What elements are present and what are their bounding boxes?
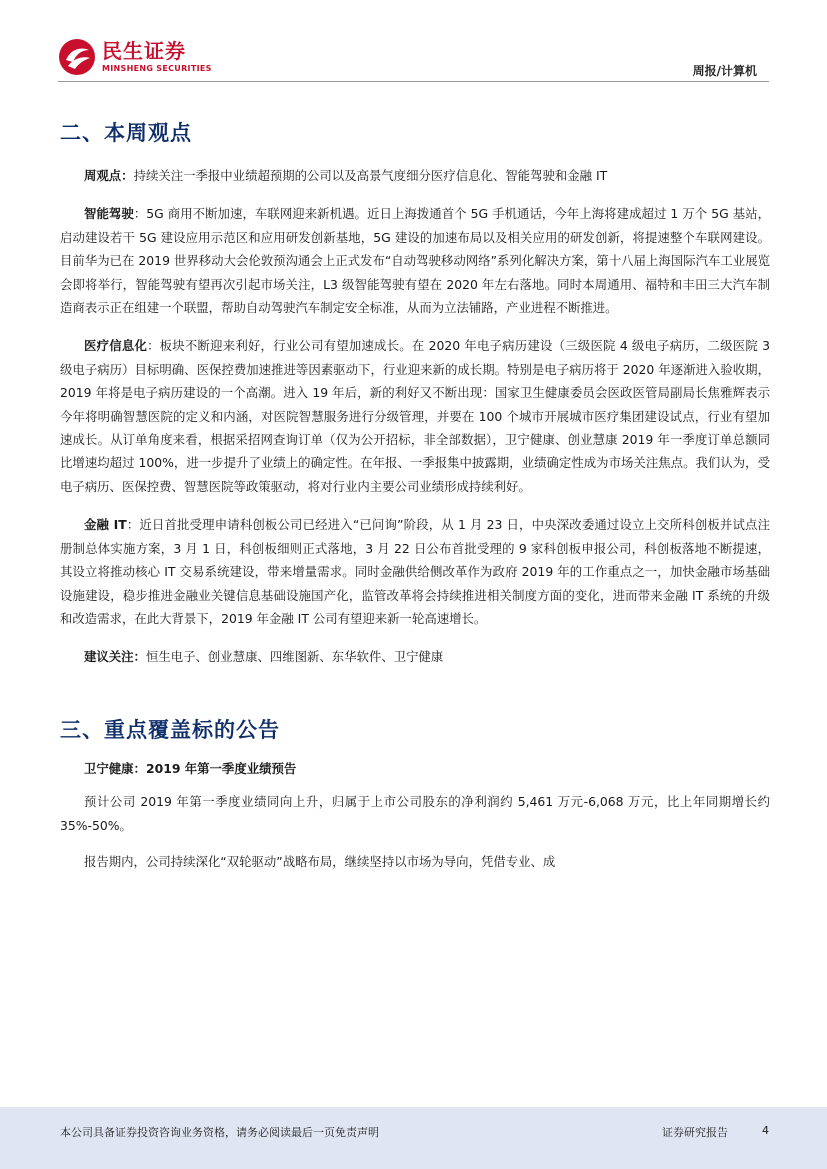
announcement-paragraph-1: 预计公司 2019 年第一季度业绩同向上升，归属于上市公司股东的净利润约 5,461 万元-6,068 万元，比上年同期增长约 35%-50%。 bbox=[60, 794, 770, 833]
footer-disclaimer: 本公司具备证券投资咨询业务资格，请务必阅读最后一页免责声明 bbox=[60, 1126, 379, 1139]
minsheng-logo bbox=[58, 38, 212, 78]
logo-english-name: MINSHENG SECURITIES bbox=[102, 64, 212, 73]
weekly-view-label: 周观点： bbox=[84, 168, 134, 183]
financial-it-label: 金融 IT bbox=[84, 517, 127, 533]
page-footer bbox=[0, 1107, 827, 1169]
financial-it-paragraph bbox=[60, 513, 770, 630]
announcement-subtitle: 卫宁健康：2019 年第一季度业绩预告 bbox=[84, 760, 297, 776]
medical-it-label: 医疗信息化 bbox=[84, 338, 148, 354]
financial-it-text: ：近日首批受理申请科创板公司已经进入“已问询”阶段，从 1 月 23 日，中央深改委通过设立上交所科创板并试点注册制总体实施方案，3 月 1 日，科创板细则正式落地，3 月 22 日公布首批受理的 9 家科创板申报公司，科创板落地不断提速，其设立将推动核心 IT 交易系统建设，带来增量需求。同时金融供给侧改革作为政府 2019 年的工作重点之一，加快金融市场基础设施建设，稳步推进金融业关键信息基础设施国产化，监管改革将会持续推进相关制度方面的变化，进而带来金融 IT 系统的升级和改造需求，在此大背景下，2019 年金融 IT 公司有望迎来新一轮高速增长。 bbox=[60, 517, 770, 626]
page-content bbox=[60, 118, 770, 873]
weekly-view-text: 持续关注一季报中业绩超预期的公司以及高景气度细分医疗信息化、智能驾驶和金融 IT bbox=[133, 168, 608, 183]
section-2-title: 二、本周观点 bbox=[60, 121, 192, 145]
auto-driving-text: ：5G 商用不断加速，车联网迎来新机遇。近日上海拨通首个 5G 手机通话，今年上海将建成超过 1 万个 5G 基站，启动建设若干 5G 建设应用示范区和应用研发创新基地，5G 建设的加速布局以及相关应用的研发创新，将提速整个车联网建设。目前华为已在 2019 世界移动大会伦敦预沟通会上正式发布“自动驾驶移动网络”系列化解决方案，第十八届上海国际汽车工业展览会即将举行，智能驾驶有望再次引起市场关注，L3 级智能驾驶有望在 2020 年左右落地。同时本周通用、福特和丰田三大汽车制造商表示正在组建一个联盟，帮助自动驾驶汽车制定安全标准，从而为立法铺路，产业进程不断推进。 bbox=[60, 206, 770, 316]
minsheng-logo-icon bbox=[58, 38, 96, 76]
suggestion-paragraph bbox=[60, 645, 770, 668]
auto-driving-paragraph bbox=[60, 202, 770, 319]
announcement-paragraph-2: 报告期内，公司持续深化“双轮驱动”战略布局，继续坚持以市场为导向，凭借专业、成 bbox=[84, 853, 556, 869]
medical-it-paragraph bbox=[60, 334, 770, 498]
weekly-view-paragraph bbox=[60, 164, 770, 187]
logo-chinese-name: 民生证券 bbox=[102, 39, 186, 63]
auto-driving-label: 智能驾驶 bbox=[84, 206, 134, 222]
report-category: 周报/计算机 bbox=[692, 64, 757, 78]
medical-it-text: ：板块不断迎来利好，行业公司有望加速成长。在 2020 年电子病历建设（三级医院 4 级电子病历，二级医院 3 级电子病历）目标明确、医保控费加速推进等因素驱动下，行业迎来新的成长期。特别是电子病历将于 2020 年逐渐进入验收期，2019 年将是电子病历建设的一个高潮。进入 19 年后，新的利好又不断出现：国家卫生健康委员会医政医管局副局长焦雅辉表示今年将明确智慧医院的定义和内涵，对医院智慧服务进行分级管理，并要在 100 个城市开展城市医疗集团建设试点，行业有望加速成长。从订单角度来看，根据采招网查询订单（仅为公开招标，非全部数据），卫宁健康、创业慧康 2019 年一季度订单总额同比增速均超过 100%，进一步提升了业绩上的确定性。在年报、一季报集中披露期，业绩确定性成为市场关注焦点。我们认为，受电子病历、医保控费、智慧医院等政策驱动，将对行业内主要公司业绩形成持续利好。 bbox=[60, 338, 771, 494]
suggestion-text: 恒生电子、创业慧康、四维图新、东华软件、卫宁健康 bbox=[145, 649, 444, 665]
footer-report-kind: 证券研究报告 bbox=[662, 1126, 728, 1139]
section-3-title: 三、重点覆盖标的公告 bbox=[60, 717, 280, 742]
page-header bbox=[0, 0, 827, 82]
suggestion-label: 建议关注： bbox=[84, 649, 146, 665]
header-divider bbox=[58, 81, 769, 82]
footer-page-number: 4 bbox=[762, 1124, 769, 1137]
